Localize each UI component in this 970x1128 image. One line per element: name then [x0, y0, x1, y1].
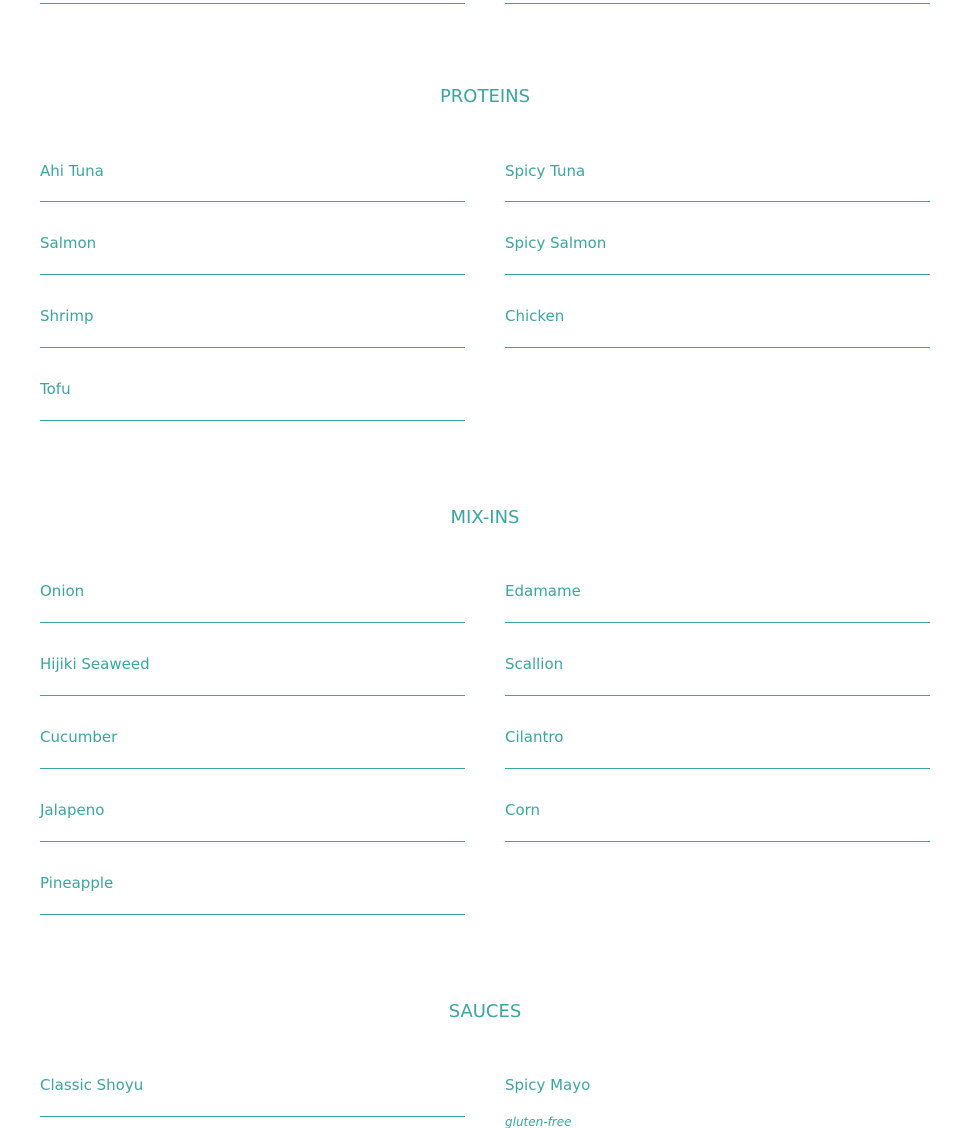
menu-item-label: Corn [505, 801, 541, 819]
menu-item-scallion [505, 623, 930, 696]
menu-item-label: Spicy Tuna [505, 162, 586, 180]
menu-item-label: Cilantro [505, 728, 564, 746]
menu-item-hijiki-seaweed [40, 623, 465, 696]
menu-item-spicy-salmon [505, 202, 930, 275]
menu-item-label: Spicy Salmon [505, 234, 607, 252]
section-divider [40, 3, 465, 4]
section-title-sauces: SAUCES [448, 1001, 522, 1022]
menu-item-label: Hijiki Seaweed [40, 655, 150, 673]
menu-item-shrimp [40, 275, 465, 348]
menu-item-label: Cucumber [40, 728, 118, 746]
menu-item-classic-shoyu [40, 1072, 465, 1117]
dietary-note: gluten-free [505, 1115, 572, 1128]
menu-item-cilantro [505, 696, 930, 769]
menu-item-spicy-tuna [505, 157, 930, 202]
menu-item-corn [505, 769, 930, 842]
menu-item-label: Scallion [505, 655, 564, 673]
menu-item-label: Salmon [40, 234, 97, 252]
menu-item-label: Jalapeno [40, 801, 105, 819]
menu-item-onion [40, 578, 465, 623]
menu-item-chicken [505, 275, 930, 348]
section-title-mixins: MIX-INS [450, 507, 520, 528]
menu-item-cucumber [40, 696, 465, 769]
menu-item-label: Spicy Mayo [505, 1076, 591, 1094]
menu-item-label: Shrimp [40, 307, 94, 325]
menu-item-jalapeno [40, 769, 465, 842]
menu-item-label: Tofu [40, 380, 71, 398]
menu-item-label: Chicken [505, 307, 565, 325]
menu-item-label: Onion [40, 582, 85, 600]
menu-item-label: Ahi Tuna [40, 162, 104, 180]
menu-item-spicy-mayo [505, 1072, 930, 1128]
menu-item-salmon [40, 202, 465, 275]
menu-item-label: Pineapple [40, 874, 114, 892]
menu-item-ahi-tuna [40, 157, 465, 202]
menu-item-label: Edamame [505, 582, 581, 600]
section-title-proteins: PROTEINS [439, 86, 531, 107]
menu-item-pineapple [40, 842, 465, 915]
section-divider [505, 3, 930, 4]
menu-item-label: Classic Shoyu [40, 1076, 144, 1094]
menu-item-tofu [40, 348, 465, 421]
menu-item-edamame [505, 578, 930, 623]
